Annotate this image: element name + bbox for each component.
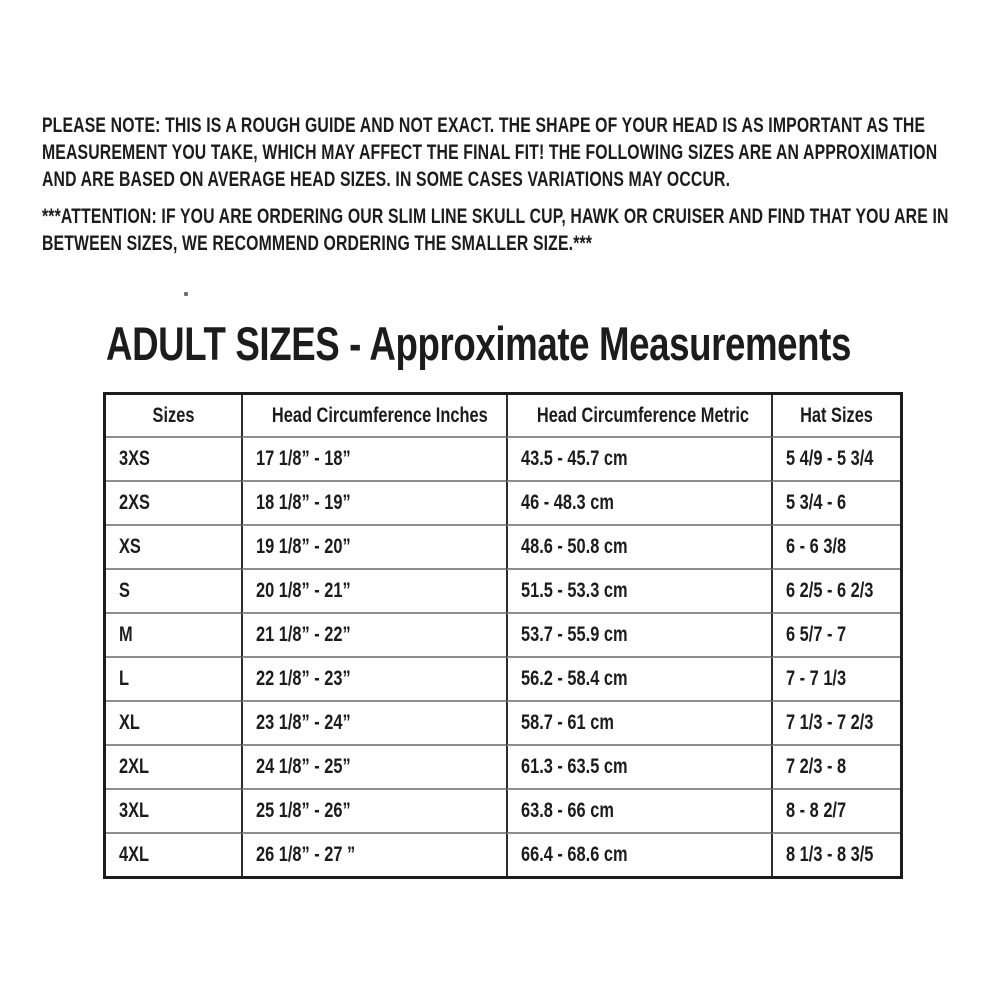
- cell-value: 3XS: [119, 447, 150, 470]
- cell-value: 5 3/4 - 6: [786, 491, 847, 514]
- table-row: [106, 658, 900, 702]
- cell-metric: [506, 570, 771, 614]
- cell-value: 26 1/8” - 27 ”: [256, 843, 356, 866]
- cell-metric: [506, 482, 771, 526]
- table-row: [106, 702, 900, 746]
- cell-value: 18 1/8” - 19”: [256, 491, 351, 514]
- cell-inches: [241, 702, 506, 746]
- cell-metric: [506, 614, 771, 658]
- cell-value: 3XL: [119, 799, 150, 822]
- cell-value: 6 2/5 - 6 2/3: [786, 579, 874, 602]
- cell-hat-size: [771, 614, 900, 658]
- cell-value: XS: [119, 535, 141, 558]
- cell-size: [106, 834, 241, 876]
- stray-dot: [184, 292, 188, 296]
- cell-hat-size: [771, 834, 900, 876]
- cell-value: 8 1/3 - 8 3/5: [786, 843, 874, 866]
- table-header-row: [106, 395, 900, 438]
- column-header-sizes: [106, 395, 241, 438]
- cell-size: [106, 438, 241, 482]
- cell-hat-size: [771, 702, 900, 746]
- cell-value: 48.6 - 50.8 cm: [521, 535, 628, 558]
- column-header-metric: [506, 395, 771, 438]
- cell-value: 22 1/8” - 23”: [256, 667, 351, 690]
- cell-value: 7 1/3 - 7 2/3: [786, 711, 874, 734]
- cell-value: 19 1/8” - 20”: [256, 535, 351, 558]
- cell-inches: [241, 482, 506, 526]
- column-header-label: Hat Sizes: [800, 403, 873, 427]
- cell-value: 5 4/9 - 5 3/4: [786, 447, 874, 470]
- cell-metric: [506, 702, 771, 746]
- cell-value: 58.7 - 61 cm: [521, 711, 614, 734]
- cell-metric: [506, 658, 771, 702]
- cell-value: 2XS: [119, 491, 150, 514]
- column-header-label: Head Circumference Metric: [536, 403, 750, 427]
- cell-inches: [241, 526, 506, 570]
- cell-value: 21 1/8” - 22”: [256, 623, 351, 646]
- cell-value: 46 - 48.3 cm: [521, 491, 614, 514]
- table-row: [106, 746, 900, 790]
- cell-inches: [241, 614, 506, 658]
- cell-value: 6 - 6 3/8: [786, 535, 847, 558]
- cell-value: S: [119, 579, 130, 602]
- cell-hat-size: [771, 570, 900, 614]
- cell-size: [106, 790, 241, 834]
- cell-inches: [241, 834, 506, 876]
- cell-value: 4XL: [119, 843, 150, 866]
- cell-inches: [241, 746, 506, 790]
- cell-value: 53.7 - 55.9 cm: [521, 623, 628, 646]
- table-row: [106, 482, 900, 526]
- cell-hat-size: [771, 438, 900, 482]
- cell-size: [106, 702, 241, 746]
- cell-value: 51.5 - 53.3 cm: [521, 579, 628, 602]
- cell-metric: [506, 438, 771, 482]
- column-header-label: Head Circumference Inches: [271, 403, 488, 427]
- cell-hat-size: [771, 790, 900, 834]
- size-chart-table: [103, 392, 903, 879]
- cell-value: 8 - 8 2/7: [786, 799, 847, 822]
- cell-value: 25 1/8” - 26”: [256, 799, 351, 822]
- table-row: [106, 834, 900, 876]
- cell-value: 56.2 - 58.4 cm: [521, 667, 628, 690]
- table-row: [106, 438, 900, 482]
- cell-hat-size: [771, 746, 900, 790]
- cell-value: 2XL: [119, 755, 150, 778]
- cell-hat-size: [771, 526, 900, 570]
- cell-size: [106, 746, 241, 790]
- cell-value: 7 - 7 1/3: [786, 667, 847, 690]
- cell-value: 6 5/7 - 7: [786, 623, 847, 646]
- cell-value: 66.4 - 68.6 cm: [521, 843, 628, 866]
- cell-inches: [241, 658, 506, 702]
- cell-hat-size: [771, 482, 900, 526]
- cell-inches: [241, 438, 506, 482]
- cell-metric: [506, 790, 771, 834]
- cell-value: 7 2/3 - 8: [786, 755, 847, 778]
- cell-inches: [241, 570, 506, 614]
- cell-size: [106, 526, 241, 570]
- cell-hat-size: [771, 658, 900, 702]
- please-note-paragraph: PLEASE NOTE: THIS IS A ROUGH GUIDE AND NOT EXACT. THE SHAPE OF YOUR HEAD IS AS IMPORTANT AS THE MEASUREMENT YOU TAKE, WHICH MAY AFFECT THE FINAL FIT! THE FOLLOWING SIZES ARE AN APPROXIMATION AND ARE BASED ON AVERAGE HEAD SIZES. IN SOME CASES VARIATIONS MAY OCCUR.: [42, 113, 938, 191]
- cell-size: [106, 658, 241, 702]
- cell-value: 23 1/8” - 24”: [256, 711, 351, 734]
- table-row: [106, 614, 900, 658]
- cell-value: M: [119, 623, 133, 646]
- cell-value: 61.3 - 63.5 cm: [521, 755, 628, 778]
- cell-value: 20 1/8” - 21”: [256, 579, 351, 602]
- cell-size: [106, 614, 241, 658]
- cell-metric: [506, 834, 771, 876]
- column-header-label: Sizes: [152, 403, 195, 427]
- cell-value: 63.8 - 66 cm: [521, 799, 614, 822]
- page-title: ADULT SIZES - Approximate Measurements: [106, 317, 852, 370]
- column-header-hat-sizes: [771, 395, 900, 438]
- attention-paragraph: ***ATTENTION: IF YOU ARE ORDERING OUR SLIM LINE SKULL CUP, HAWK OR CRUISER AND FIND THAT YOU ARE IN BETWEEN SIZES, WE RECOMMEND ORDERING THE SMALLER SIZE.***: [42, 204, 949, 255]
- cell-metric: [506, 526, 771, 570]
- cell-value: L: [119, 667, 130, 690]
- cell-value: XL: [119, 711, 140, 734]
- table-row: [106, 570, 900, 614]
- cell-inches: [241, 790, 506, 834]
- cell-metric: [506, 746, 771, 790]
- column-header-inches: [241, 395, 506, 438]
- cell-value: 17 1/8” - 18”: [256, 447, 351, 470]
- cell-size: [106, 570, 241, 614]
- cell-size: [106, 482, 241, 526]
- table-row: [106, 790, 900, 834]
- table-row: [106, 526, 900, 570]
- cell-value: 24 1/8” - 25”: [256, 755, 351, 778]
- cell-value: 43.5 - 45.7 cm: [521, 447, 628, 470]
